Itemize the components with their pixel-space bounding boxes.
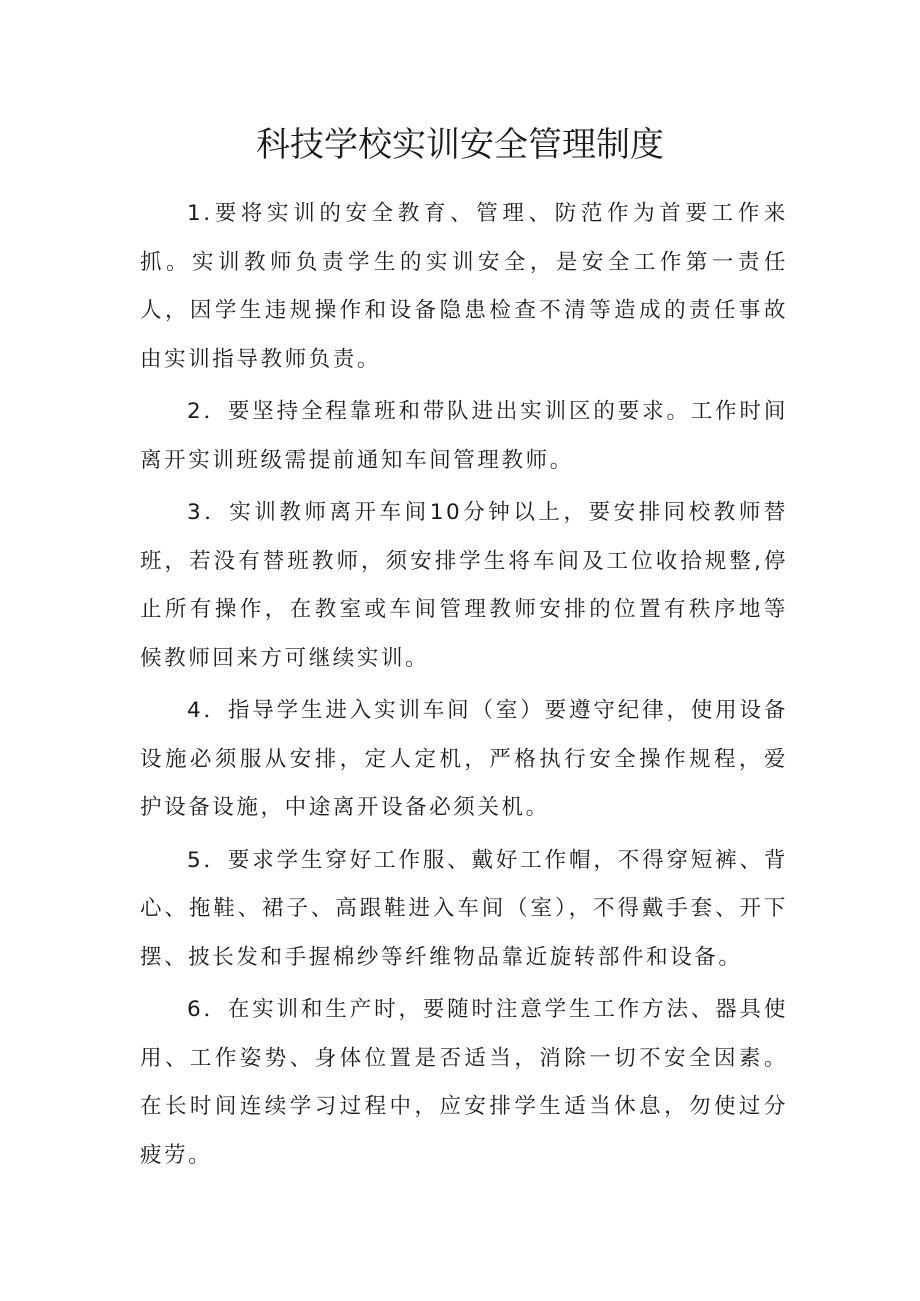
document-title: 科技学校实训安全管理制度 [256,125,664,165]
paragraph-4: 4．指导学生进入实训车间（室）要遵守纪律，使用设备设施必须服从安排，定人定机，严格执行安全操作规程，爱护设备设施，中途离开设备必须关机。 [140,698,788,820]
paragraph-5: 5．要求学生穿好工作服、戴好工作帽，不得穿短裤、背心、拖鞋、裙子、高跟鞋进入车间（室），不得戴手套、开下摆、披长发和手握棉纱等纤维物品靠近旋转部件和设备。 [140,847,788,970]
paragraph-1: 1.要将实训的安全教育、管理、防范作为首要工作来抓。实训教师负责学生的实训安全，是安全工作第一责任人，因学生违规操作和设备隐患检查不清等造成的责任事故由实训指导教师负责。 [140,201,788,372]
document-body [140,190,788,1184]
paragraph-3: 3．实训教师离开车间10分钟以上，要安排同校教师替班，若没有替班教师，须安排学生将车间及工位收拾规整,停止所有操作，在教室或车间管理教师安排的位置有秩序地等候教师回来方可继续实训。 [140,500,788,671]
paragraph-2: 2．要坚持全程靠班和带队进出实训区的要求。工作时间离开实训班级需提前通知车间管理教师。 [140,399,788,473]
paragraph-6: 6．在实训和生产时，要随时注意学生工作方法、器具使用、工作姿势、身体位置是否适当，消除一切不安全因素。在长时间连续学习过程中，应安排学生适当休息，勿使过分疲劳。 [140,997,788,1168]
